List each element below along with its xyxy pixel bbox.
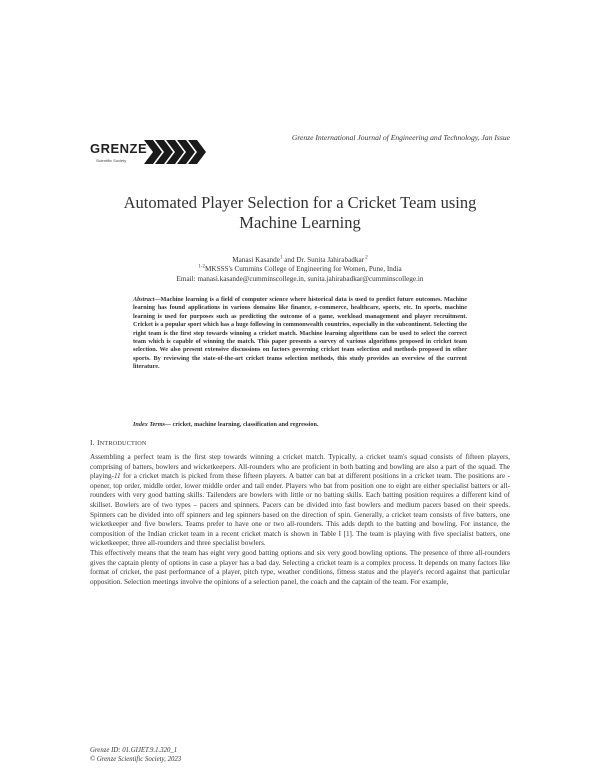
grenze-id: Grenze ID: 01.GIJET.9.1.320_1 xyxy=(90,747,178,754)
author-emails: Email: manasi.kasande@cumminscollege.in, sunita.jahirabadkar@cumminscollege.in xyxy=(176,274,424,283)
author-conj: and xyxy=(282,256,297,264)
paragraph-1-part-a: Assembling a perfect team is the first step towards winning a cricket match. Typically, a cricket team's squad consists of fifteen players, comprising of batters, bowlers and wicketkeepers. All-rounders who are proficient in both batting and bowling are also a part of the squad. The playing- xyxy=(90,453,510,481)
introduction-body xyxy=(90,453,510,587)
logo-subtext: Scientific Society xyxy=(96,158,127,163)
index-terms-label: Index Terms xyxy=(133,421,165,428)
author-1: Manasi Kasande xyxy=(232,256,280,264)
section-number: I. xyxy=(90,438,97,447)
grenze-logo xyxy=(90,137,205,171)
paragraph-1-part-b: for a cricket match is picked from these fifteen players. A batter can bat at different positions in a cricket team. The positions are - opener, top order, middle order, lower middle order and tail ender. Players who bat from position one to eight are either specialist batters or all-rounders with very good batting skills. Tailenders are bowlers with little or no batting skills. Each batting position requires a different kind of skillset. Bowlers are of two types – pacers and spinners. Pacers can be divided into fast bowlers and medium pacers based on their speeds. Spinners can be divided into off spinners and leg spinners based on the direction of spin. Generally, a cricket team consists of five batters, one wicketkeeper and five bowlers. Teams prefer to have one or two all-rounders. This adds depth to the batting and bowling. For instance, the composition of the Indian cricket team in a recent cricket match is shown in Table I [1]. The team is playing with five specialist batters, one wicketkeeper, three all-rounders and three specialist bowlers. xyxy=(90,472,510,548)
page-footer xyxy=(90,746,181,765)
author-block xyxy=(90,256,510,284)
logo-text: GRENZE xyxy=(90,141,148,156)
paper-title xyxy=(90,193,510,233)
abstract-label: Abstract xyxy=(133,296,155,303)
affiliation xyxy=(90,265,510,274)
author-2-sup: 2 xyxy=(364,255,368,261)
author-2: Dr. Sunita Jahirabadkar xyxy=(296,256,365,264)
paragraph-2: This effectively means that the team has eight very good batting options and six very good bowling options. The presence of three all-rounders gives the captain plenty of options in case a player has a bad day. Selecting a cricket team is a complex process. It depends on many factors like format of cricket, the past performance of a player, pitch type, weather conditions, fitness status and the player's record against that particular opposition. Selection meetings involve the opinions of a selection panel, the coach and the captain of the team. For example, xyxy=(90,548,510,586)
index-terms xyxy=(133,421,467,428)
title-line-2: Machine Learning xyxy=(239,213,361,232)
abstract-text: —Machine learning is a field of computer science where historical data is used to predict future outcomes. Machine learning has found applications in various domains like finance, e-commerce, healthcare, sports, etc. In sports, machine learning is used for purposes such as predicting the outcome of a game, workload management and player recruitment. Cricket is a popular sport which has a huge following in commonwealth countries, especially in the subcontinent. Selecting the right team is the first step towards winning a cricket match. Machine learning algorithms can be used to select the correct team which is capable of winning the match. This paper presents a survey of various algorithms proposed in cricket team selection. We also present extensive discussions on factors governing cricket team selection and methods proposed in other sports. By reviewing the state-of-the-art cricket teams selection methods, this study provides an overview of the current literature. xyxy=(133,296,467,371)
index-terms-text: — cricket, machine learning, classification and regression. xyxy=(164,421,319,428)
affiliation-sup: 1-2 xyxy=(198,265,206,271)
logo-chevrons-icon xyxy=(144,137,206,167)
section-initial: I xyxy=(96,438,100,447)
affiliation-text: MKSSS's Cummins College of Engineering for Women, Pune, India xyxy=(205,265,402,274)
abstract xyxy=(133,296,467,372)
author-1-sup: 1 xyxy=(279,255,283,261)
paragraph-1 xyxy=(90,453,510,549)
journal-name: Grenze International Journal of Engineering and Technology, Jan Issue xyxy=(291,133,510,142)
title-line-1: Automated Player Selection for a Cricket Team using xyxy=(123,193,477,212)
section-title-rest: NTRODUCTION xyxy=(99,440,147,447)
copyright: © Grenze Scientific Society, 2023 xyxy=(90,756,182,764)
paragraph-1-italic: 11 xyxy=(113,472,121,481)
author-names xyxy=(90,256,510,265)
section-heading-introduction xyxy=(90,438,147,447)
